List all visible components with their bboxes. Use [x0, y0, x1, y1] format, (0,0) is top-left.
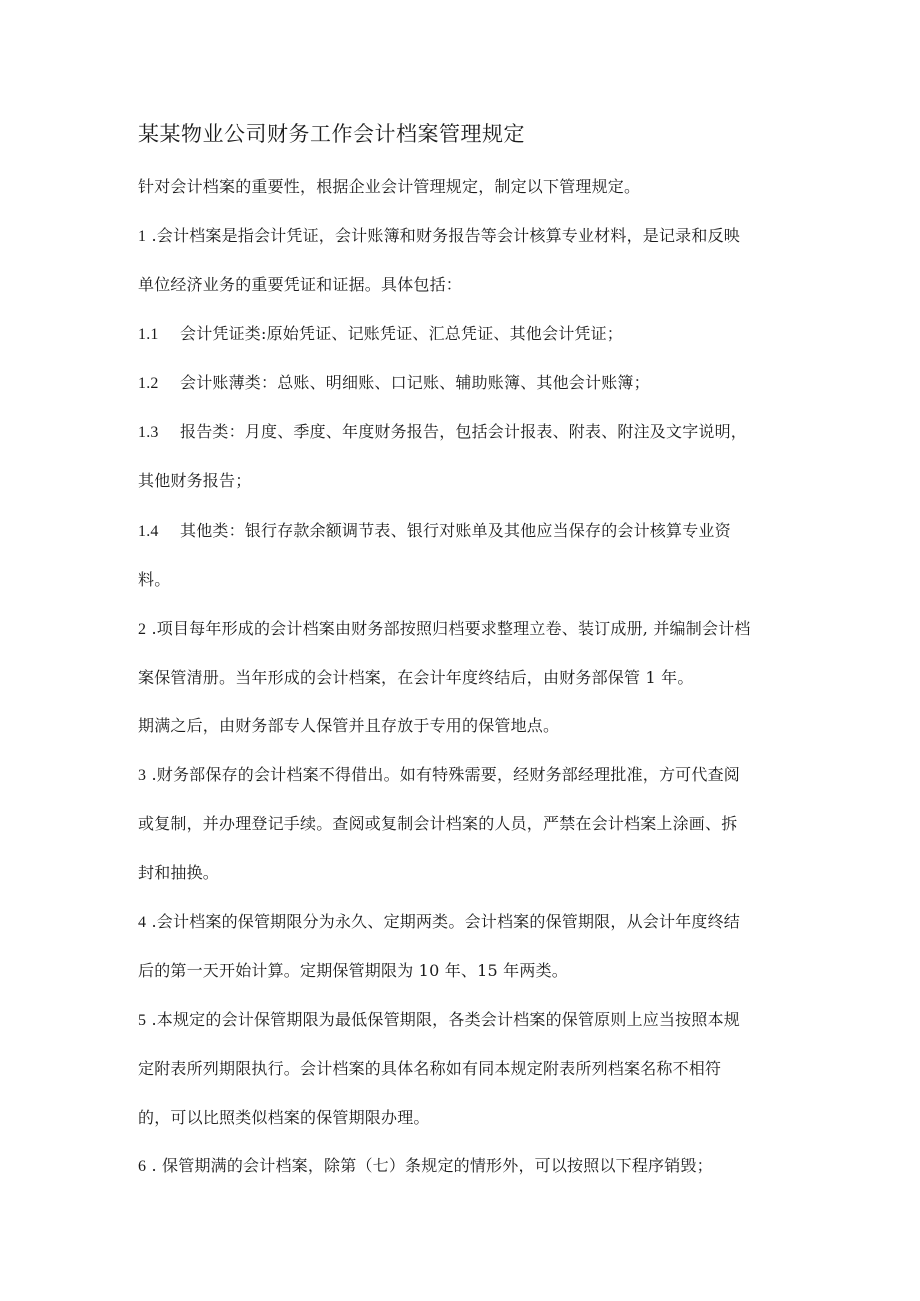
item-2-text: .项目每年形成的会计档案由财务部按照归档要求整理立卷、装订成册, 并编制会计档 — [146, 619, 751, 638]
item-1-1-line — [138, 321, 623, 344]
item-5-line-1 — [138, 1007, 740, 1030]
item-1-number: 1 — [138, 228, 147, 245]
item-2-number: 2 — [138, 621, 147, 638]
item-1-1-number: 1.1 — [138, 326, 159, 343]
item-1-2-text: 会计账薄类：总账、明细账、口记账、辅助账簿、其他会计账簿； — [180, 373, 650, 392]
item-4-number: 4 — [138, 914, 147, 931]
item-1-text: .会计档案是指会计凭证，会计账簿和财务报告等会计核算专业材料，是记录和反映 — [146, 226, 740, 245]
item-1-3-line-2: 其他财务报告； — [138, 471, 252, 490]
item-5-number: 5 — [138, 1012, 147, 1029]
item-4-line-2: 后的第一天开始计算。定期保管期限为 10 年、15 年两类。 — [138, 961, 568, 980]
item-1-2-number: 1.2 — [138, 375, 159, 392]
item-3-line-1 — [138, 762, 740, 785]
item-4-line-1 — [138, 909, 740, 932]
item-1-3-text: 报告类：月度、季度、年度财务报告，包括会计报表、附表、附注及文字说明， — [180, 422, 748, 441]
item-5-line-2: 定附表所列期限执行。会计档案的具体名称如有同本规定附表所列档案名称不相符 — [138, 1059, 722, 1078]
item-1-1-text: 会计凭证类:原始凭证、记账凭证、汇总凭证、其他会计凭证； — [180, 324, 623, 343]
item-6-line-1 — [138, 1153, 713, 1176]
item-1-4-number: 1.4 — [138, 523, 159, 540]
item-3-number: 3 — [138, 767, 147, 784]
item-6-text: . 保管期满的会计档案，除第（七）条规定的情形外，可以按照以下程序销毁； — [146, 1156, 713, 1175]
item-5-line-3: 的，可以比照类似档案的保管期限办理。 — [138, 1108, 430, 1127]
item-1-4-line-1 — [138, 518, 731, 541]
item-4-text: .会计档案的保管期限分为永久、定期两类。会计档案的保管期限，从会计年度终结 — [146, 912, 740, 931]
item-1-3-line-1 — [138, 419, 747, 442]
item-3-line-2: 或复制，并办理登记手续。查阅或复制会计档案的人员，严禁在会计档案上涂画、拆 — [138, 814, 738, 833]
item-1-3-number: 1.3 — [138, 424, 159, 441]
item-6-number: 6 — [138, 1158, 147, 1175]
item-1-4-text: 其他类：银行存款余额调节表、银行对账单及其他应当保存的会计核算专业资 — [180, 521, 731, 540]
intro-line: 针对会计档案的重要性，根据企业会计管理规定，制定以下管理规定。 — [138, 177, 641, 196]
item-1-4-line-2: 料。 — [138, 570, 171, 589]
item-1-line-2: 单位经济业务的重要凭证和证据。具体包括： — [138, 275, 463, 294]
item-5-text: .本规定的会计保管期限为最低保管期限，各类会计档案的保管原则上应当按照本规 — [146, 1010, 740, 1029]
document-title: 某某物业公司财务工作会计档案管理规定 — [138, 122, 525, 146]
item-3-line-3: 封和抽换。 — [138, 863, 220, 882]
item-3-text: .财务部保存的会计档案不得借出。如有特殊需要，经财务部经理批准，方可代查阅 — [146, 765, 740, 784]
item-1-2-line — [138, 370, 650, 393]
item-2-line-3: 期满之后，由财务部专人保管并且存放于专用的保管地点。 — [138, 716, 560, 735]
item-2-line-1 — [138, 616, 751, 639]
item-1-line-1 — [138, 223, 740, 246]
item-2-line-2: 案保管清册。当年形成的会计档案，在会计年度终结后，由财务部保管 1 年。 — [138, 668, 694, 687]
